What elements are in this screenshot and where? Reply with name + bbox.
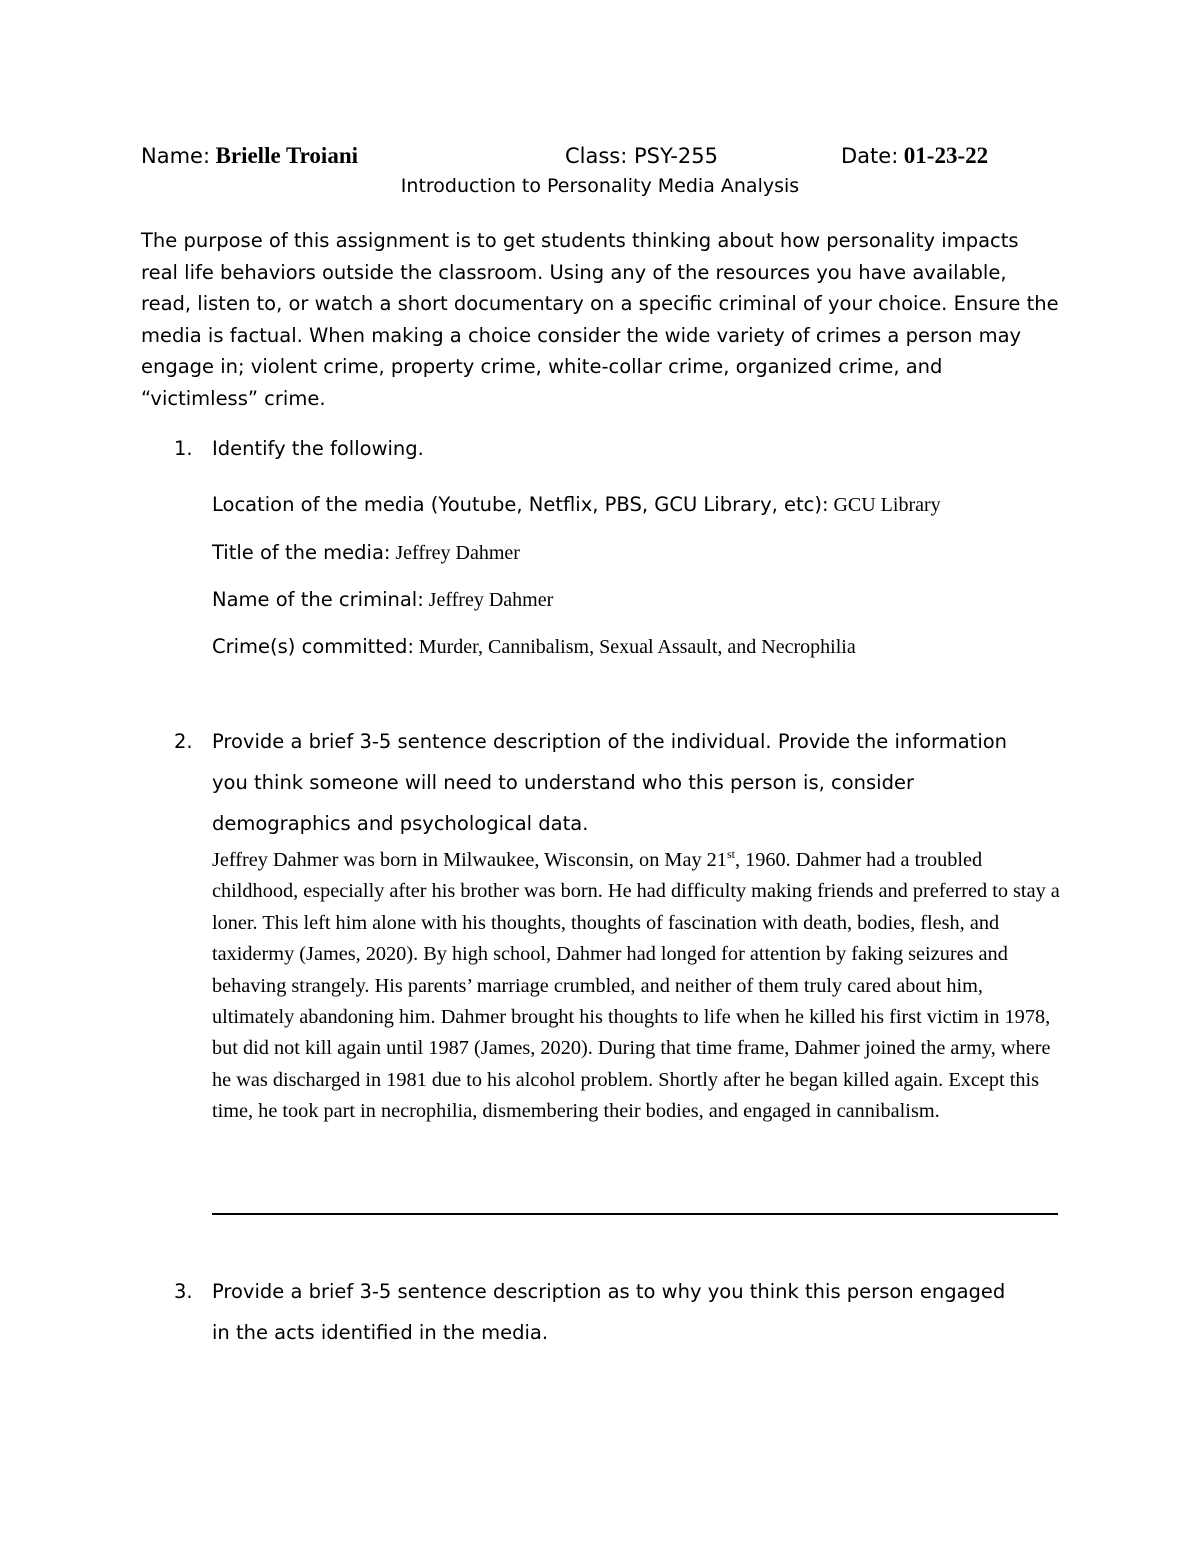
item-value: GCU Library [833, 494, 941, 516]
question-number: 3. [174, 1280, 193, 1303]
media-location-item [212, 493, 941, 517]
item-label: Name of the criminal: [212, 588, 424, 611]
name-value: Brielle Troiani [215, 143, 359, 168]
name-field [141, 143, 358, 169]
answer-divider [212, 1213, 1058, 1215]
name-label: Name: [141, 144, 211, 168]
date-value: 01-23-22 [903, 143, 989, 168]
question-text: Provide a brief 3-5 sentence description of the individual. Provide the information you think someone will need to understand who this person is, consider demographics and psychological data. [212, 730, 1008, 835]
class-label: Class: PSY-255 [565, 144, 718, 168]
question-number: 1. [174, 437, 193, 460]
answer-text-rest: , 1960. Dahmer had a troubled childhood, especially after his brother was born. He had difficulty making friends and preferred to stay a loner. This left him alone with his thoughts, thoughts of fascination with death, bodies, flesh, and taxidermy (James, 2020). By high school, Dahmer had longed for attention by faking seizures and behaving strangely. His parents’ marriage crumbled, and neither of them truly cared about him, ultimately abandoning him. Dahmer brought his thoughts to life when he killed his first victim in 1978, but did not kill again until 1987 (James, 2020). During that time frame, Dahmer joined the army, where he was discharged in 1981 due to his alcohol problem. Shortly after he began killed again. Except this time, he took part in necrophilia, dismembering their bodies, and engaged in cannibalism. [212, 849, 1060, 1123]
crimes-item [212, 635, 856, 659]
question-text: Identify the following. [212, 437, 424, 460]
item-value: Jeffrey Dahmer [395, 542, 520, 564]
intro-paragraph: The purpose of this assignment is to get students thinking about how personality impacts real life behaviors outside the classroom. Using any of the resources you have available, read, listen to, or watch a short documentary on a specific criminal of your choice. Ensure the media is factual. When making a choice consider the wide variety of crimes a person may engage in; violent crime, property crime, white-collar crime, organized crime, and “victimless” crime. [141, 229, 1059, 410]
header-row [141, 143, 1041, 175]
item-value: Murder, Cannibalism, Sexual Assault, and Necrophilia [418, 636, 856, 658]
media-title-item [212, 541, 520, 565]
item-label: Location of the media (Youtube, Netflix, PBS, GCU Library, etc): [212, 493, 829, 516]
class-field [565, 143, 718, 169]
ordinal-suffix: st [726, 847, 735, 862]
criminal-name-item [212, 588, 553, 612]
question-number: 2. [174, 730, 193, 753]
item-value: Jeffrey Dahmer [428, 589, 554, 611]
item-label: Title of the media: [212, 541, 391, 564]
question-text: Provide a brief 3-5 sentence description as to why you think this person engaged in the acts identified in the media. [212, 1280, 1006, 1344]
date-field [841, 143, 988, 169]
question-2-answer [212, 845, 1062, 1128]
document-subtitle: Introduction to Personality Media Analysis [400, 175, 800, 197]
date-label: Date: [841, 144, 899, 168]
answer-text-start: Jeffrey Dahmer was born in Milwaukee, Wisconsin, on May 21 [212, 849, 727, 871]
item-label: Crime(s) committed: [212, 635, 414, 658]
